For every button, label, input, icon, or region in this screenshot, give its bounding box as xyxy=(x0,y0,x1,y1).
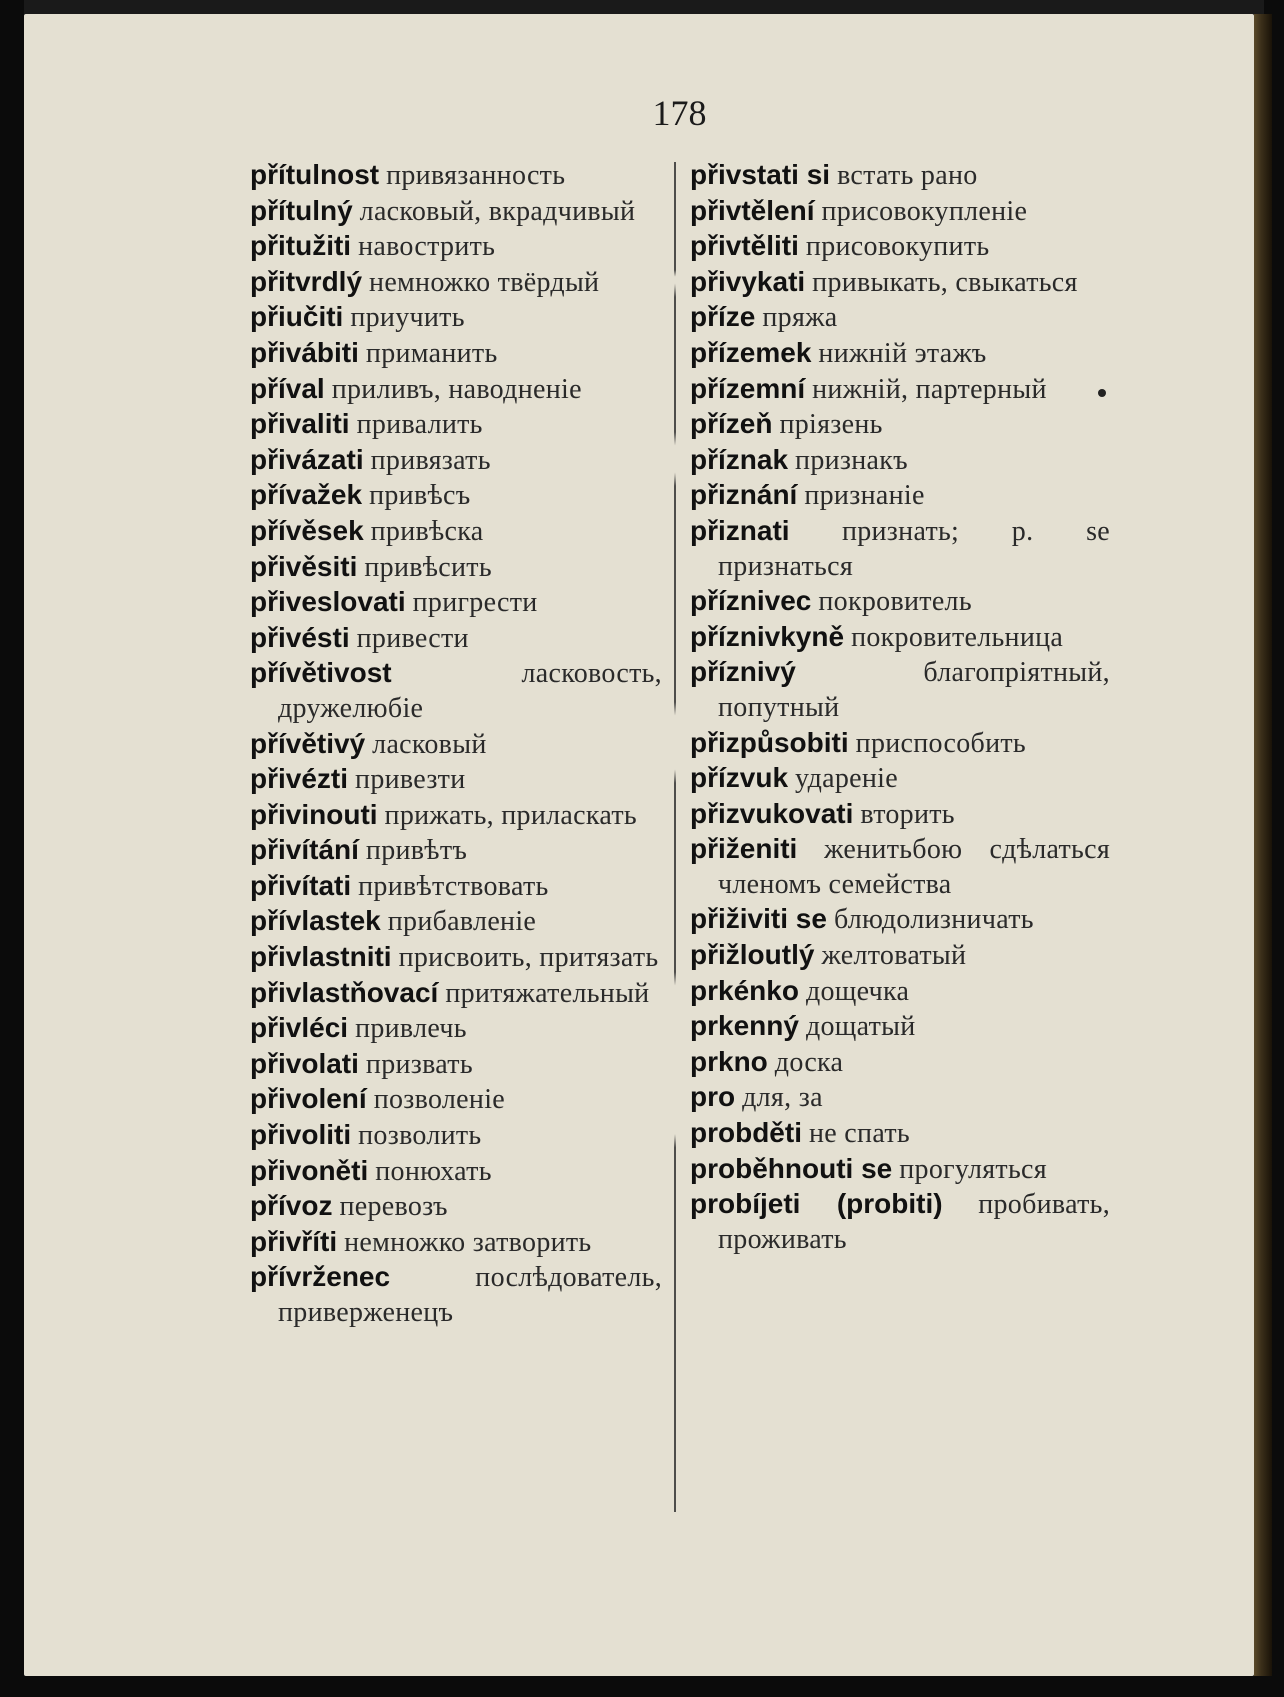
entry-translation: присовокупленіе xyxy=(821,195,1028,227)
entry-headword: příze xyxy=(690,301,756,333)
entry-translation: привѣсить xyxy=(364,551,492,583)
dictionary-entry xyxy=(690,620,1110,656)
right-column xyxy=(690,158,1110,1257)
dictionary-entry xyxy=(250,727,662,763)
dictionary-entry xyxy=(250,1118,662,1154)
dictionary-entry xyxy=(250,940,662,976)
entry-translation: приспособить xyxy=(855,727,1026,759)
entry-headword: pro xyxy=(690,1081,736,1113)
entry-headword: přitvrdlý xyxy=(250,265,363,297)
dictionary-entry xyxy=(690,974,1110,1010)
entry-headword: přivázati xyxy=(250,443,364,475)
entry-translation: приливъ, наводненіе xyxy=(331,373,582,405)
dictionary-entry xyxy=(690,336,1110,372)
dictionary-entry xyxy=(250,336,662,372)
dictionary-entry xyxy=(690,1152,1110,1188)
entry-headword: probděti xyxy=(690,1117,802,1149)
entry-translation: ласковый, вкрадчивый xyxy=(359,195,636,227)
entry-headword: přízvuk xyxy=(690,762,789,794)
dictionary-entry xyxy=(250,1189,662,1225)
entry-headword: přižloutlý xyxy=(690,939,815,971)
page-number: 178 xyxy=(652,93,707,133)
dictionary-entry xyxy=(250,158,662,194)
dictionary-entry xyxy=(250,1225,662,1261)
dictionary-entry xyxy=(250,550,662,586)
entry-headword: přivstati si xyxy=(690,159,831,190)
dictionary-entry xyxy=(690,300,1110,336)
dictionary-entry xyxy=(690,1009,1110,1045)
entry-translation: приучить xyxy=(350,302,465,334)
dictionary-entry xyxy=(690,443,1110,479)
dictionary-entry xyxy=(690,372,1110,408)
entry-translation: признаніе xyxy=(804,480,925,512)
dictionary-entry xyxy=(250,478,662,514)
entry-headword: přiznání xyxy=(690,479,798,511)
dictionary-entry xyxy=(250,1154,662,1190)
dictionary-entry xyxy=(250,869,662,905)
entry-translation: для, за xyxy=(742,1082,823,1114)
entry-translation: привести xyxy=(356,622,469,654)
dictionary-entry xyxy=(250,1011,662,1047)
entry-headword: přívěsek xyxy=(250,514,364,546)
entry-headword: přivlastniti xyxy=(250,941,392,973)
entry-translation: признакъ xyxy=(795,444,908,476)
entry-headword: přívrženec xyxy=(250,1261,391,1293)
entry-headword: přívlastek xyxy=(250,905,381,937)
entry-headword: přívětivý xyxy=(250,727,366,759)
entry-headword: přiznati xyxy=(690,514,790,546)
entry-translation: перевозъ xyxy=(339,1191,448,1223)
entry-translation: женитьбою сдѣлаться членомъ семейства xyxy=(718,834,1111,900)
entry-translation: дощатый xyxy=(805,1011,916,1043)
entry-translation: привязанность xyxy=(386,160,566,191)
dictionary-entry xyxy=(250,265,662,301)
entry-headword: přivábiti xyxy=(250,336,359,368)
dictionary-entry xyxy=(250,372,662,408)
entry-headword: přivézti xyxy=(250,763,349,795)
dictionary-entry xyxy=(690,797,1110,833)
entry-headword: přívažek xyxy=(250,479,363,511)
entry-headword: přivésti xyxy=(250,621,350,653)
entry-translation: прогуляться xyxy=(899,1153,1047,1185)
entry-translation: нижній, партерный xyxy=(812,373,1047,405)
entry-headword: přiveslovati xyxy=(250,586,406,618)
dictionary-entry xyxy=(690,938,1110,974)
entry-translation: привѣтствовать xyxy=(358,870,549,902)
entry-translation: прибавленіе xyxy=(387,906,537,938)
entry-headword: prkenný xyxy=(690,1010,799,1042)
entry-translation: удареніе xyxy=(795,763,898,795)
entry-translation: привлечь xyxy=(355,1013,467,1045)
dictionary-entry xyxy=(690,265,1110,301)
entry-translation: нижній этажъ xyxy=(818,337,987,369)
dictionary-entry xyxy=(690,514,1110,584)
entry-translation: доска xyxy=(774,1046,844,1078)
dictionary-entry xyxy=(690,902,1110,938)
entry-headword: přivykati xyxy=(690,265,806,297)
dictionary-entry xyxy=(690,761,1110,797)
entry-translation: ласковый xyxy=(372,728,487,760)
dictionary-entry xyxy=(250,1082,662,1118)
dictionary-entry xyxy=(250,798,662,834)
entry-translation: привалить xyxy=(356,409,483,441)
entry-translation: прижать, приласкать xyxy=(384,799,637,831)
left-column xyxy=(250,158,662,1331)
dictionary-entry xyxy=(690,1116,1110,1152)
entry-headword: přivítání xyxy=(250,834,359,866)
dictionary-entry xyxy=(250,621,662,657)
entry-headword: přivtělení xyxy=(690,194,815,226)
entry-headword: přívětivost xyxy=(250,657,392,689)
entry-headword: proběhnouti se xyxy=(690,1152,893,1184)
entry-translation: пробивать, проживать xyxy=(718,1189,1110,1255)
entry-translation: притяжательный xyxy=(445,977,650,1009)
ink-dot xyxy=(1098,389,1106,397)
entry-translation: понюхать xyxy=(375,1155,492,1187)
entry-translation: привязать xyxy=(370,444,491,476)
entry-headword: přiučiti xyxy=(250,301,344,333)
dictionary-entry xyxy=(250,976,662,1012)
entry-translation: привыкать, свыкаться xyxy=(812,266,1078,298)
entry-headword: přivolení xyxy=(250,1083,367,1115)
dictionary-entry xyxy=(250,229,662,265)
dictionary-entry xyxy=(250,585,662,621)
entry-translation: пряжа xyxy=(762,302,838,334)
entry-headword: přizpůsobiti xyxy=(690,726,849,758)
entry-headword: přítulnost xyxy=(250,159,380,190)
entry-headword: přivolati xyxy=(250,1047,359,1079)
entry-headword: příval xyxy=(250,372,325,404)
entry-headword: přítulný xyxy=(250,194,353,226)
entry-headword: přízemní xyxy=(690,372,806,404)
dictionary-entry xyxy=(250,300,662,336)
entry-headword: přivléci xyxy=(250,1012,349,1044)
entry-headword: přivlastňovací xyxy=(250,976,439,1008)
entry-translation: позволить xyxy=(358,1120,482,1152)
entry-translation: блюдолизничать xyxy=(833,904,1034,936)
entry-headword: přivítati xyxy=(250,869,352,901)
entry-translation: покровитель xyxy=(818,586,972,618)
entry-headword: příznivkyně xyxy=(690,620,845,652)
dictionary-entry xyxy=(690,1045,1110,1081)
entry-translation: благопріятный, попутный xyxy=(718,657,1110,723)
dictionary-entry xyxy=(250,762,662,798)
entry-headword: prkénko xyxy=(690,974,799,1006)
dictionary-entry xyxy=(690,1187,1110,1257)
entry-translation: дощечка xyxy=(805,975,910,1007)
dictionary-entry xyxy=(250,1047,662,1083)
entry-translation: навострить xyxy=(358,231,496,263)
dictionary-entry xyxy=(250,194,662,230)
dictionary-entry xyxy=(250,407,662,443)
dictionary-entry xyxy=(690,584,1110,620)
entry-headword: přizvukovati xyxy=(690,797,854,829)
entry-headword: přiživiti se xyxy=(690,903,827,935)
dictionary-entry xyxy=(250,656,662,726)
dictionary-entry xyxy=(690,478,1110,514)
entry-headword: přivtěliti xyxy=(690,230,799,262)
entry-translation: встать рано xyxy=(837,160,978,191)
entry-translation: присвоить, притязать xyxy=(398,942,659,974)
entry-translation: привѣтъ xyxy=(365,835,468,867)
dictionary-entry xyxy=(690,832,1110,902)
entry-headword: příznivý xyxy=(690,656,796,688)
entry-headword: příznak xyxy=(690,443,789,475)
dictionary-entry xyxy=(690,229,1110,265)
entry-headword: přiženiti xyxy=(690,833,798,865)
entry-headword: přívoz xyxy=(250,1190,333,1222)
entry-translation: пригрести xyxy=(412,587,538,619)
entry-translation: пріязень xyxy=(779,409,883,441)
entry-headword: přivoněti xyxy=(250,1154,369,1186)
entry-translation: присовокупить xyxy=(805,231,990,263)
entry-translation: привѣсъ xyxy=(369,480,471,512)
dictionary-entry xyxy=(690,655,1110,725)
entry-translation: признать; p. se признаться xyxy=(718,515,1111,582)
entry-headword: přivoliti xyxy=(250,1119,352,1151)
dictionary-entry xyxy=(690,158,1110,194)
dictionary-entry xyxy=(250,1260,662,1330)
book-spine-edge xyxy=(1254,14,1272,1676)
dictionary-entry xyxy=(690,407,1110,443)
entry-translation: привезти xyxy=(355,764,466,796)
entry-translation: привѣска xyxy=(370,515,484,547)
scan-top-edge xyxy=(24,0,1264,14)
entry-headword: přízeň xyxy=(690,408,773,440)
dictionary-entry xyxy=(250,904,662,940)
dictionary-entry xyxy=(690,194,1110,230)
entry-translation: послѣдователь, приверженецъ xyxy=(278,1262,662,1328)
entry-headword: přízemek xyxy=(690,336,812,368)
entry-headword: příznivec xyxy=(690,585,812,617)
entry-headword: přitužiti xyxy=(250,230,352,262)
dictionary-entry xyxy=(250,833,662,869)
dictionary-entry xyxy=(250,443,662,479)
entry-headword: přivříti xyxy=(250,1225,338,1257)
entry-translation: не спать xyxy=(809,1118,910,1150)
dictionary-entry xyxy=(250,514,662,550)
entry-translation: покровительница xyxy=(851,621,1064,653)
entry-translation: ласковость, дружелюбіе xyxy=(278,658,662,724)
entry-headword: probíjeti (probiti) xyxy=(690,1188,943,1220)
entry-headword: přivěsiti xyxy=(250,550,358,582)
entry-headword: prkno xyxy=(690,1045,768,1077)
dictionary-entry xyxy=(690,1080,1110,1116)
entry-translation: позволеніе xyxy=(373,1084,505,1116)
entry-translation: желтоватый xyxy=(821,940,967,972)
entry-translation: немножко затворить xyxy=(344,1226,592,1258)
dictionary-entry xyxy=(690,726,1110,762)
entry-translation: приманить xyxy=(365,337,498,369)
entry-headword: přivaliti xyxy=(250,408,350,440)
entry-headword: přivinouti xyxy=(250,798,378,830)
column-divider xyxy=(674,162,676,1512)
entry-translation: немножко твёрдый xyxy=(369,266,600,298)
entry-translation: призвать xyxy=(365,1048,473,1080)
entry-translation: вторить xyxy=(860,798,955,830)
